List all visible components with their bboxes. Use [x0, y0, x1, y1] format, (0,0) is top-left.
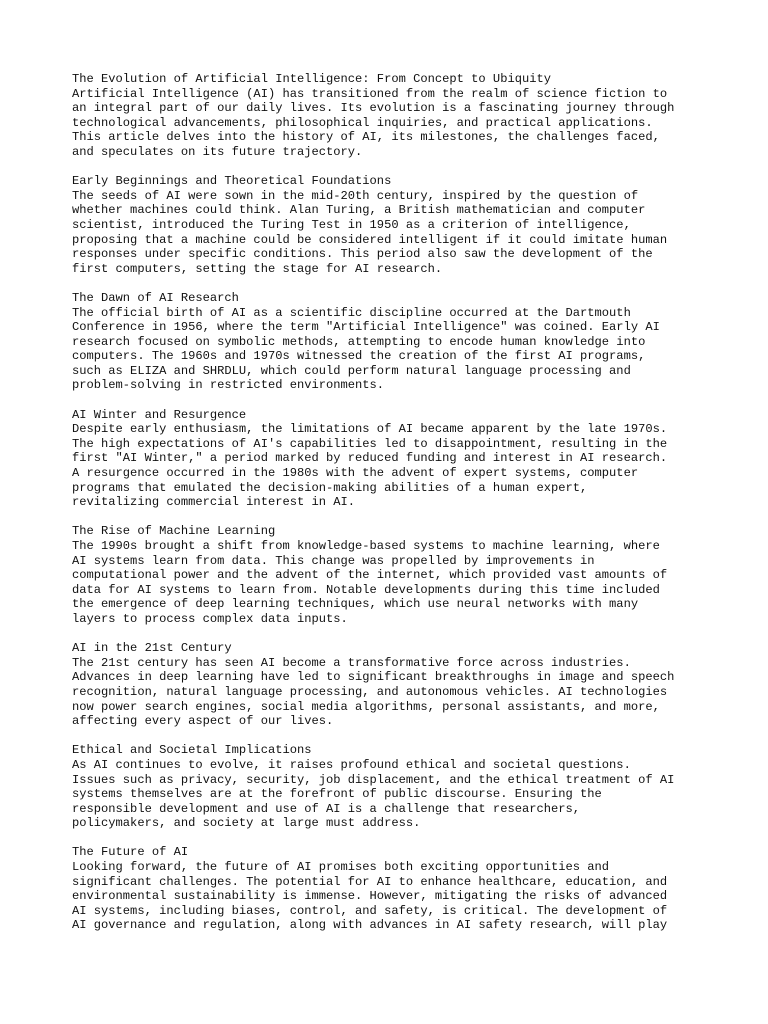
- section-introduction: [72, 72, 732, 160]
- paragraph-line: computational power and the advent of the internet, which provided vast amounts of: [72, 568, 668, 583]
- paragraph-line: AI systems, including biases, control, and safety, is critical. The development of: [72, 903, 668, 918]
- section-heading: The Future of AI: [72, 845, 189, 860]
- paragraph-line: The high expectations of AI's capabilities led to disappointment, resulting in the: [72, 436, 668, 451]
- paragraph-line: The seeds of AI were sown in the mid-20th century, inspired by the question of: [72, 188, 639, 203]
- document-body: [72, 72, 732, 933]
- paragraph-line: proposing that a machine could be considered intelligent if it could imitate human: [72, 232, 668, 247]
- paragraph-line: The 21st century has seen AI become a transformative force across industries.: [72, 655, 631, 670]
- paragraph-line: programs that emulated the decision-making abilities of a human expert,: [72, 480, 588, 495]
- paragraph-line: and speculates on its future trajectory.: [72, 144, 363, 159]
- section-heading: Ethical and Societal Implications: [72, 743, 312, 758]
- paragraph-line: As AI continues to evolve, it raises profound ethical and societal questions.: [72, 757, 631, 772]
- paragraph-line: computers. The 1960s and 1970s witnessed the creation of the first AI programs,: [72, 349, 646, 364]
- section-heading: AI Winter and Resurgence: [72, 407, 247, 422]
- paragraph-line: Artificial Intelligence (AI) has transitioned from the realm of science fiction to: [72, 86, 668, 101]
- paragraph-line: problem-solving in restricted environments.: [72, 378, 385, 393]
- paragraph-line: environmental sustainability is immense. However, mitigating the risks of advanced: [72, 889, 668, 904]
- section-ai-winter: [72, 408, 732, 510]
- paragraph-line: data for AI systems to learn from. Notable developments during this time included: [72, 582, 660, 597]
- paragraph-line: responsible development and use of AI is a challenge that researchers,: [72, 801, 581, 816]
- section-dawn-of-ai-research: [72, 291, 732, 393]
- section-early-beginnings: [72, 174, 732, 276]
- section-ethical-implications: [72, 743, 732, 831]
- paragraph-line: The official birth of AI as a scientific discipline occurred at the Dartmouth: [72, 305, 631, 320]
- paragraph-line: now power search engines, social media algorithms, personal assistants, and more,: [72, 699, 660, 714]
- paragraph-line: A resurgence occurred in the 1980s with the advent of expert systems, computer: [72, 466, 639, 481]
- paragraph-line: The 1990s brought a shift from knowledge-based systems to machine learning, where: [72, 539, 660, 553]
- paragraph-line: policymakers, and society at large must address.: [72, 816, 421, 831]
- paragraph-line: technological advancements, philosophical inquiries, and practical applications.: [72, 115, 653, 130]
- paragraph-line: AI governance and regulation, along with advances in AI safety research, will play: [72, 918, 668, 933]
- paragraph-line: research focused on symbolic methods, attempting to encode human knowledge into: [72, 334, 646, 349]
- paragraph-line: This article delves into the history of AI, its milestones, the challenges faced,: [72, 130, 660, 145]
- paragraph-line: layers to process complex data inputs.: [72, 611, 348, 626]
- section-heading: The Rise of Machine Learning: [72, 524, 276, 539]
- paragraph-line: AI systems learn from data. This change was propelled by improvements in: [72, 553, 595, 568]
- paragraph-line: Advances in deep learning have led to significant breakthroughs in image and speech: [72, 670, 675, 685]
- paragraph-line: responses under specific conditions. This period also saw the development of the: [72, 247, 653, 262]
- paragraph-line: Looking forward, the future of AI promises both exciting opportunities and: [72, 860, 610, 875]
- section-heading: Early Beginnings and Theoretical Foundations: [72, 174, 392, 189]
- paragraph-line: significant challenges. The potential for AI to enhance healthcare, education, and: [72, 874, 668, 889]
- paragraph-line: revitalizing commercial interest in AI.: [72, 495, 356, 510]
- paragraph-line: first "AI Winter," a period marked by reduced funding and interest in AI research.: [72, 451, 668, 466]
- paragraph-line: affecting every aspect of our lives.: [72, 714, 334, 729]
- section-heading: The Dawn of AI Research: [72, 290, 239, 305]
- paragraph-line: first computers, setting the stage for AI research.: [72, 261, 443, 276]
- section-future-of-ai: [72, 845, 732, 933]
- paragraph-line: Despite early enthusiasm, the limitations of AI became apparent by the late 1970s.: [72, 422, 668, 437]
- paragraph-line: an integral part of our daily lives. Its evolution is a fascinating journey through: [72, 101, 675, 116]
- section-machine-learning: [72, 524, 732, 626]
- section-heading: AI in the 21st Century: [72, 641, 232, 656]
- paragraph-line: Conference in 1956, where the term "Artificial Intelligence" was coined. Early AI: [72, 320, 660, 335]
- paragraph-line: scientist, introduced the Turing Test in 1950 as a criterion of intelligence,: [72, 217, 631, 232]
- paragraph-line: systems themselves are at the forefront of public discourse. Ensuring the: [72, 787, 602, 802]
- paragraph-line: Issues such as privacy, security, job displacement, and the ethical treatment of AI: [72, 772, 675, 787]
- section-21st-century: [72, 641, 732, 729]
- document-title: The Evolution of Artificial Intelligence: From Concept to Ubiquity: [72, 72, 551, 86]
- paragraph-line: the emergence of deep learning techniques, which use neural networks with many: [72, 597, 639, 612]
- paragraph-line: whether machines could think. Alan Turing, a British mathematician and computer: [72, 203, 646, 218]
- paragraph-line: recognition, natural language processing, and autonomous vehicles. AI technologies: [72, 684, 668, 699]
- paragraph-line: such as ELIZA and SHRDLU, which could perform natural language processing and: [72, 363, 631, 378]
